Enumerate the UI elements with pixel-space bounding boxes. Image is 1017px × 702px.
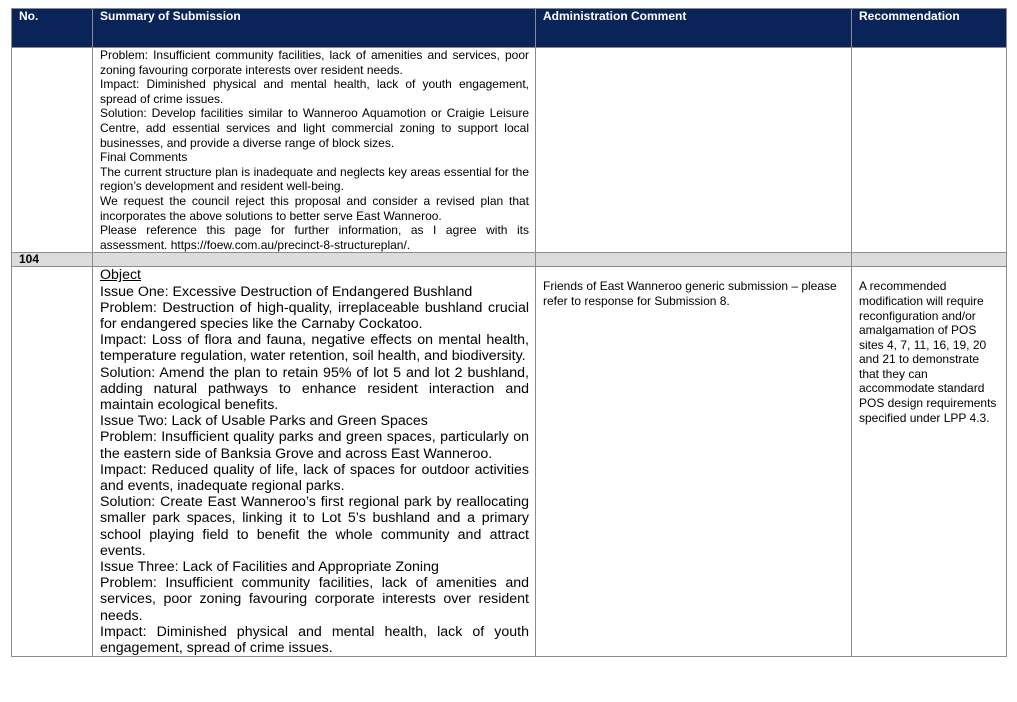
summary-paragraph: Issue One: Excessive Destruction of Endangered Bushland	[100, 283, 473, 300]
summary-paragraph: Problem: Insufficient community facilities, lack of amenities and services, poor zoning favouring corporate interests over resident needs.	[100, 48, 529, 77]
header-no: No.	[12, 9, 93, 48]
summary-paragraph: Impact: Reduced quality of life, lack of spaces for outdoor activities and events, inadequate regional parks.	[100, 461, 529, 494]
summary-paragraph: Problem: Insufficient community facilities, lack of amenities and services, poor zoning favouring corporate interests over resident needs.	[100, 575, 529, 624]
summary-paragraph: Issue Two: Lack of Usable Parks and Green Spaces	[100, 413, 428, 430]
continued-admin-cell	[536, 48, 852, 253]
submission-104-row	[12, 267, 1007, 657]
summary-paragraph: Solution: Create East Wanneroo’s first regional park by reallocating smaller park spaces, linking it to Lot 5’s bushland and a primary school playing field to benefit the whole community and attract events.	[100, 494, 529, 559]
summary-paragraph: The current structure plan is inadequate and neglects key areas essential for the region’s development and resident well-being.	[100, 164, 529, 194]
header-summary: Summary of Submission	[93, 9, 536, 48]
summary-paragraph: Issue Three: Lack of Facilities and Appropriate Zoning	[100, 558, 439, 575]
summary-paragraph: Impact: Loss of flora and fauna, negative effects on mental health, temperature regulation, water retention, soil health, and biodiversity.	[100, 332, 529, 365]
summary-paragraph: Problem: Insufficient quality parks and green spaces, particularly on the eastern side of Banksia Grove and across East Wanneroo.	[100, 429, 529, 462]
summary-paragraph: Problem: Destruction of high-quality, irreplaceable bushland crucial for endangered species like the Carnaby Cockatoo.	[100, 299, 529, 332]
continued-submission-row	[12, 48, 1007, 253]
submission-number: 104	[12, 253, 93, 267]
header-recommendation: Recommendation	[852, 9, 1007, 48]
continued-recommendation-cell	[852, 48, 1007, 253]
continued-no-cell	[12, 48, 93, 253]
submission-104-summary-cell	[93, 267, 536, 657]
summary-paragraph: Final Comments	[100, 150, 188, 165]
table-header-row	[12, 9, 1007, 48]
summary-paragraph: Impact: Diminished physical and mental health, lack of youth engagement, spread of crime issues.	[100, 623, 529, 656]
object-label: Object	[100, 267, 142, 284]
summary-paragraph: Solution: Amend the plan to retain 95% of lot 5 and lot 2 bushland, adding natural pathways to enhance resident interaction and maintain ecological benefits.	[100, 364, 529, 413]
continued-summary-cell	[93, 48, 536, 253]
submission-104-no-cell	[12, 267, 93, 657]
summary-paragraph: We request the council reject this proposal and consider a revised plan that incorporates the above solutions to better serve East Wanneroo.	[100, 193, 529, 223]
recommendation-text: A recommended modification will require reconfiguration and/or amalgamation of POS sites 4, 7, 11, 16, 19, 20 and 21 to demonstrate that they can accommodate standard POS design requirements specified under LPP 4.3.	[852, 267, 1007, 657]
submissions-table	[11, 8, 1007, 657]
summary-paragraph: Impact: Diminished physical and mental health, lack of youth engagement, spread of crime issues.	[100, 77, 529, 106]
summary-paragraph: Please reference this page for further information, as I agree with its assessment. https://foew.com.au/precinct-8-structureplan/.	[100, 223, 529, 252]
header-admin-comment: Administration Comment	[536, 9, 852, 48]
submission-number-row	[12, 253, 1007, 267]
administration-comment: Friends of East Wanneroo generic submission – please refer to response for Submission 8.	[536, 267, 852, 657]
summary-paragraph: Solution: Develop facilities similar to Wanneroo Aquamotion or Craigie Leisure Centre, add essential services and light commercial zoning to support local businesses, and provide a diverse range of block sizes.	[100, 106, 529, 150]
